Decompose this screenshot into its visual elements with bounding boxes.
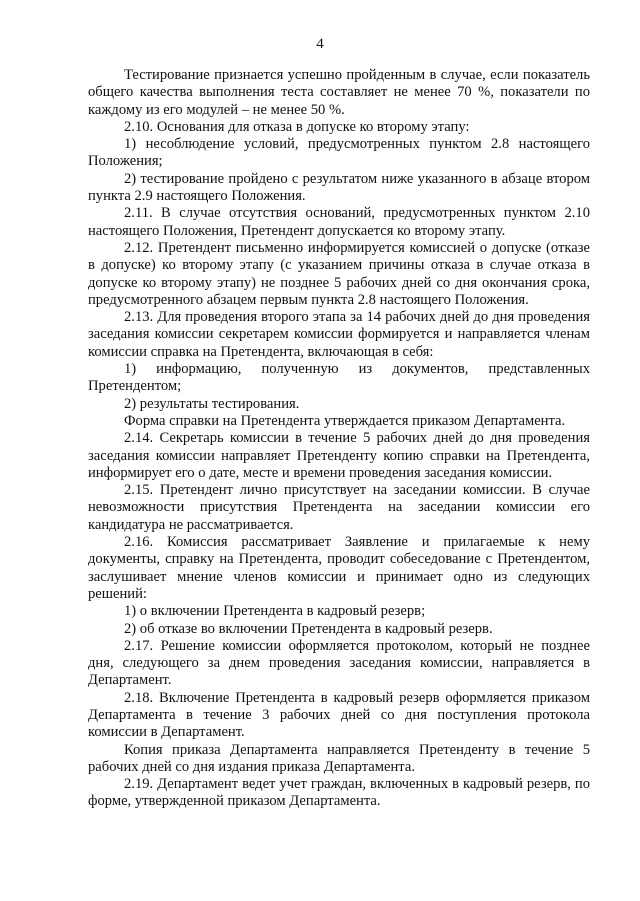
paragraph-2-19: 2.19. Департамент ведет учет граждан, включенных в кадровый резерв, по форме, утвержденной приказом Департамента. <box>88 776 590 810</box>
paragraph-2-13-form: Форма справки на Претендента утверждается приказом Департамента. <box>124 412 566 429</box>
paragraph-2-13-item-2: 2) результаты тестирования. <box>124 395 300 412</box>
paragraph-2-16-item-2: 2) об отказе во включении Претендента в кадровый резерв. <box>124 620 493 637</box>
page-number: 4 <box>316 36 324 52</box>
paragraph-1: Тестирование признается успешно пройденным в случае, если показатель общего качества выполнения теста составляет не менее 70 %, показатели по каждому из его модулей – не менее 50 %. <box>88 67 590 118</box>
paragraph-2-18-copy: Копия приказа Департамента направляется Претенденту в течение 5 рабочих дней со дня издания приказа Департамента. <box>88 741 590 775</box>
paragraph-2-14: 2.14. Секретарь комиссии в течение 5 рабочих дней до дня проведения заседания комиссии направляет Претенденту копию справки на Претендента, информирует его о дате, месте и времени проведения заседания комиссии. <box>88 430 590 481</box>
document-body <box>88 67 590 811</box>
paragraph-2-12: 2.12. Претендент письменно информируется комиссией о допуске (отказе в допуске) ко второму этапу (с указанием причины отказа в случае отказа в допуске ко второму этапу) не позднее 5 рабочих дней со дня окончания срока, предусмотренного абзацем первым пункта 2.8 настоящего Положения. <box>88 239 590 308</box>
paragraph-2-10-item-2: 2) тестирование пройдено с результатом ниже указанного в абзаце втором пункта 2.9 настоящего Положения. <box>88 170 590 205</box>
paragraph-2-16-item-1: 1) о включении Претендента в кадровый резерв; <box>124 603 426 620</box>
paragraph-2-13-item-1: 1) информацию, полученную из документов, представленных Претендентом; <box>88 361 590 395</box>
paragraph-2-11: 2.11. В случае отсутствия оснований, предусмотренных пунктом 2.10 настоящего Положения, Претендент допускается ко второму этапу. <box>88 205 590 239</box>
paragraph-2-18: 2.18. Включение Претендента в кадровый резерв оформляется приказом Департамента в течение 3 рабочих дней со дня поступления протокола комиссии в Департамент. <box>88 689 590 741</box>
paragraph-2-15: 2.15. Претендент лично присутствует на заседании комиссии. В случае невозможности присутствия Претендента на заседании комиссии его кандидатура не рассматривается. <box>88 482 590 533</box>
paragraph-2-13: 2.13. Для проведения второго этапа за 14 рабочих дней до дня проведения заседания комиссии секретарем комиссии формируется и направляется членам комиссии справка на Претендента, включающая в себя: <box>88 309 590 360</box>
paragraph-2-10-item-1: 1) несоблюдение условий, предусмотренных пунктом 2.8 настоящего Положения; <box>88 136 590 170</box>
paragraph-2-10: 2.10. Основания для отказа в допуске ко второму этапу: <box>124 118 470 135</box>
paragraph-2-16: 2.16. Комиссия рассматривает Заявление и прилагаемые к нему документы, справку на Претендента, проводит собеседование с Претендентом, заслушивает мнение членов комиссии и принимает одно из следующих решений: <box>88 534 590 602</box>
paragraph-2-17: 2.17. Решение комиссии оформляется протоколом, который не позднее дня, следующего за днем проведения заседания комиссии, направляется в Департамент. <box>88 637 590 689</box>
